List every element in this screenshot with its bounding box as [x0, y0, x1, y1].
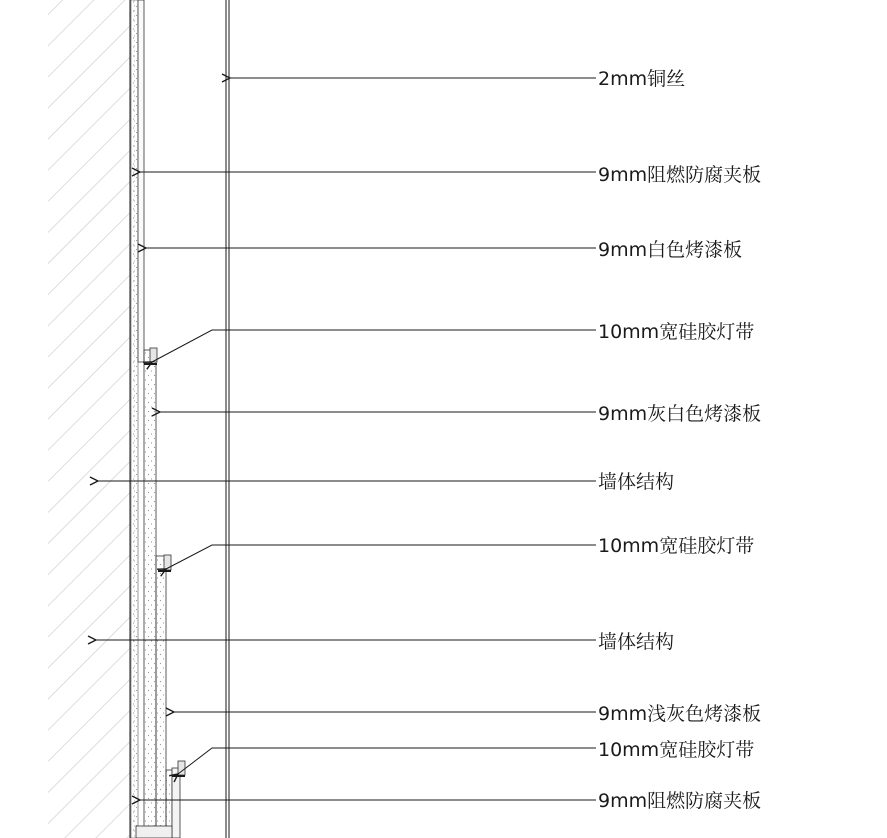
label-white-panel: 9mm白色烤漆板 [598, 239, 743, 261]
label-led-strip-1: 10mm宽硅胶灯带 [598, 321, 755, 343]
leader-led-strip-2 [166, 545, 596, 569]
label-greywhite-panel: 9mm灰白色烤漆板 [598, 403, 762, 425]
leader-lines [96, 78, 596, 800]
label-led-strip-3: 10mm宽硅胶灯带 [598, 739, 755, 761]
leader-led-strip-1 [152, 330, 596, 362]
label-led-strip-2: 10mm宽硅胶灯带 [598, 535, 755, 557]
label-wall-1: 墙体结构 [598, 471, 675, 493]
label-wall-2: 墙体结构 [598, 631, 675, 653]
lightgrey-panel-layer [156, 556, 166, 838]
label-plywood-2: 9mm阻燃防腐夹板 [598, 790, 762, 812]
wall-structure [48, 0, 130, 838]
label-plywood-1: 9mm阻燃防腐夹板 [598, 164, 762, 186]
label-lightgrey-panel: 9mm浅灰色烤漆板 [598, 703, 762, 725]
greywhite-panel-layer [144, 350, 156, 838]
white-panel-layer [138, 0, 144, 362]
callout-labels [598, 68, 761, 812]
label-copper-wire: 2mm铜丝 [598, 68, 686, 90]
leader-led-strip-3 [178, 748, 596, 774]
